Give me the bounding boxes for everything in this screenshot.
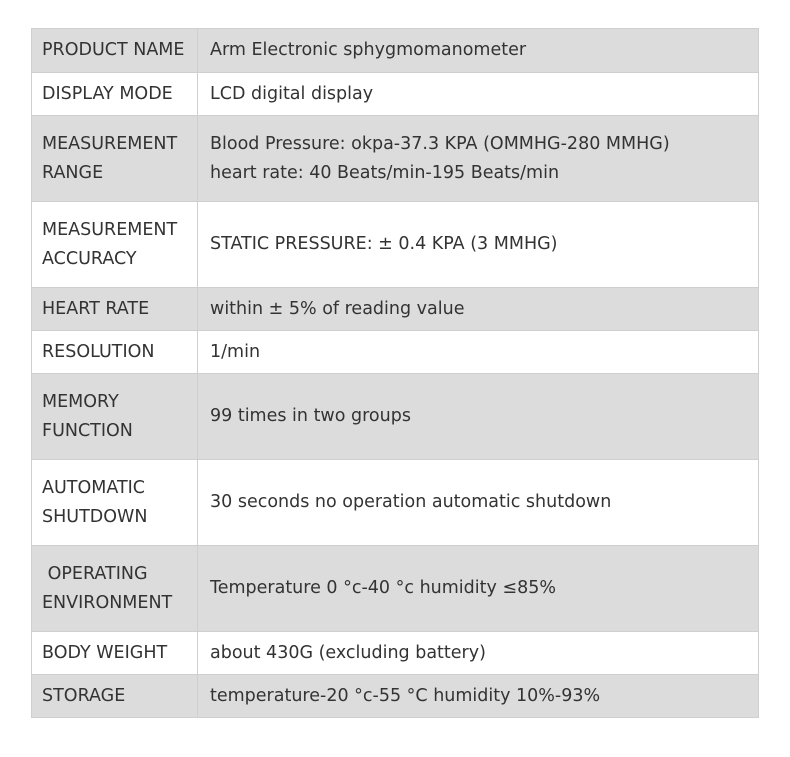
table-row-measurement-range xyxy=(32,116,759,202)
label-line: SHUTDOWN xyxy=(42,506,148,527)
table-row-automatic-shutdown xyxy=(32,460,759,546)
spec-table xyxy=(31,28,759,718)
row-value xyxy=(198,331,759,374)
label-line: FUNCTION xyxy=(42,420,133,441)
row-label xyxy=(32,374,198,460)
value-line: 30 seconds no operation automatic shutdown xyxy=(210,492,612,512)
label-line: HEART RATE xyxy=(42,298,150,319)
label-line: PRODUCT NAME xyxy=(42,40,185,60)
label-line: BODY WEIGHT xyxy=(42,642,168,663)
row-value xyxy=(198,288,759,331)
value-line: 99 times in two groups xyxy=(210,406,411,426)
value-line: Temperature 0 °c-40 °c humidity ≤85% xyxy=(210,578,556,598)
label-line: ENVIRONMENT xyxy=(42,592,173,613)
table-row-measurement-accuracy xyxy=(32,202,759,288)
label-line: STORAGE xyxy=(42,685,126,706)
row-label xyxy=(32,288,198,331)
row-label xyxy=(32,202,198,288)
value-line: heart rate: 40 Beats/min-195 Beats/min xyxy=(210,162,560,183)
label-line: RANGE xyxy=(42,162,104,183)
table-row-product-name xyxy=(32,29,759,73)
row-label xyxy=(32,116,198,202)
value-line: within ± 5% of reading value xyxy=(210,298,465,319)
row-label xyxy=(32,546,198,632)
row-label xyxy=(32,675,198,718)
table-row-display-mode xyxy=(32,73,759,116)
label-line: MEASUREMENT xyxy=(42,219,178,240)
row-value xyxy=(198,202,759,288)
value-line: 1/min xyxy=(210,341,261,362)
table-row-body-weight xyxy=(32,632,759,675)
row-value xyxy=(198,29,759,73)
label-line: RESOLUTION xyxy=(42,341,155,362)
value-line: Arm Electronic sphygmomanometer xyxy=(210,40,527,60)
value-line: LCD digital display xyxy=(210,83,374,104)
row-label xyxy=(32,331,198,374)
label-line: AUTOMATIC xyxy=(42,477,146,498)
value-line: Blood Pressure: okpa-37.3 KPA (OMMHG-280 MMHG) xyxy=(210,133,670,154)
label-line: ACCURACY xyxy=(42,248,137,269)
row-value xyxy=(198,73,759,116)
table-row-heart-rate xyxy=(32,288,759,331)
table-row-storage xyxy=(32,675,759,718)
row-value xyxy=(198,675,759,718)
row-value xyxy=(198,546,759,632)
row-value xyxy=(198,116,759,202)
table-row-resolution xyxy=(32,331,759,374)
label-line: MEMORY xyxy=(42,391,119,412)
row-label xyxy=(32,632,198,675)
value-line: temperature-20 °c-55 °C humidity 10%-93% xyxy=(210,685,601,706)
row-label xyxy=(32,460,198,546)
row-value xyxy=(198,460,759,546)
label-line: OPERATING xyxy=(42,563,148,584)
row-label xyxy=(32,29,198,73)
row-value xyxy=(198,632,759,675)
row-value xyxy=(198,374,759,460)
row-label xyxy=(32,73,198,116)
label-line: MEASUREMENT xyxy=(42,133,178,154)
table-row-memory-function xyxy=(32,374,759,460)
value-line: about 430G (excluding battery) xyxy=(210,642,486,663)
table-row-operating-environment xyxy=(32,546,759,632)
value-line: STATIC PRESSURE: ± 0.4 KPA (3 MMHG) xyxy=(210,234,558,254)
label-line: DISPLAY MODE xyxy=(42,83,173,104)
